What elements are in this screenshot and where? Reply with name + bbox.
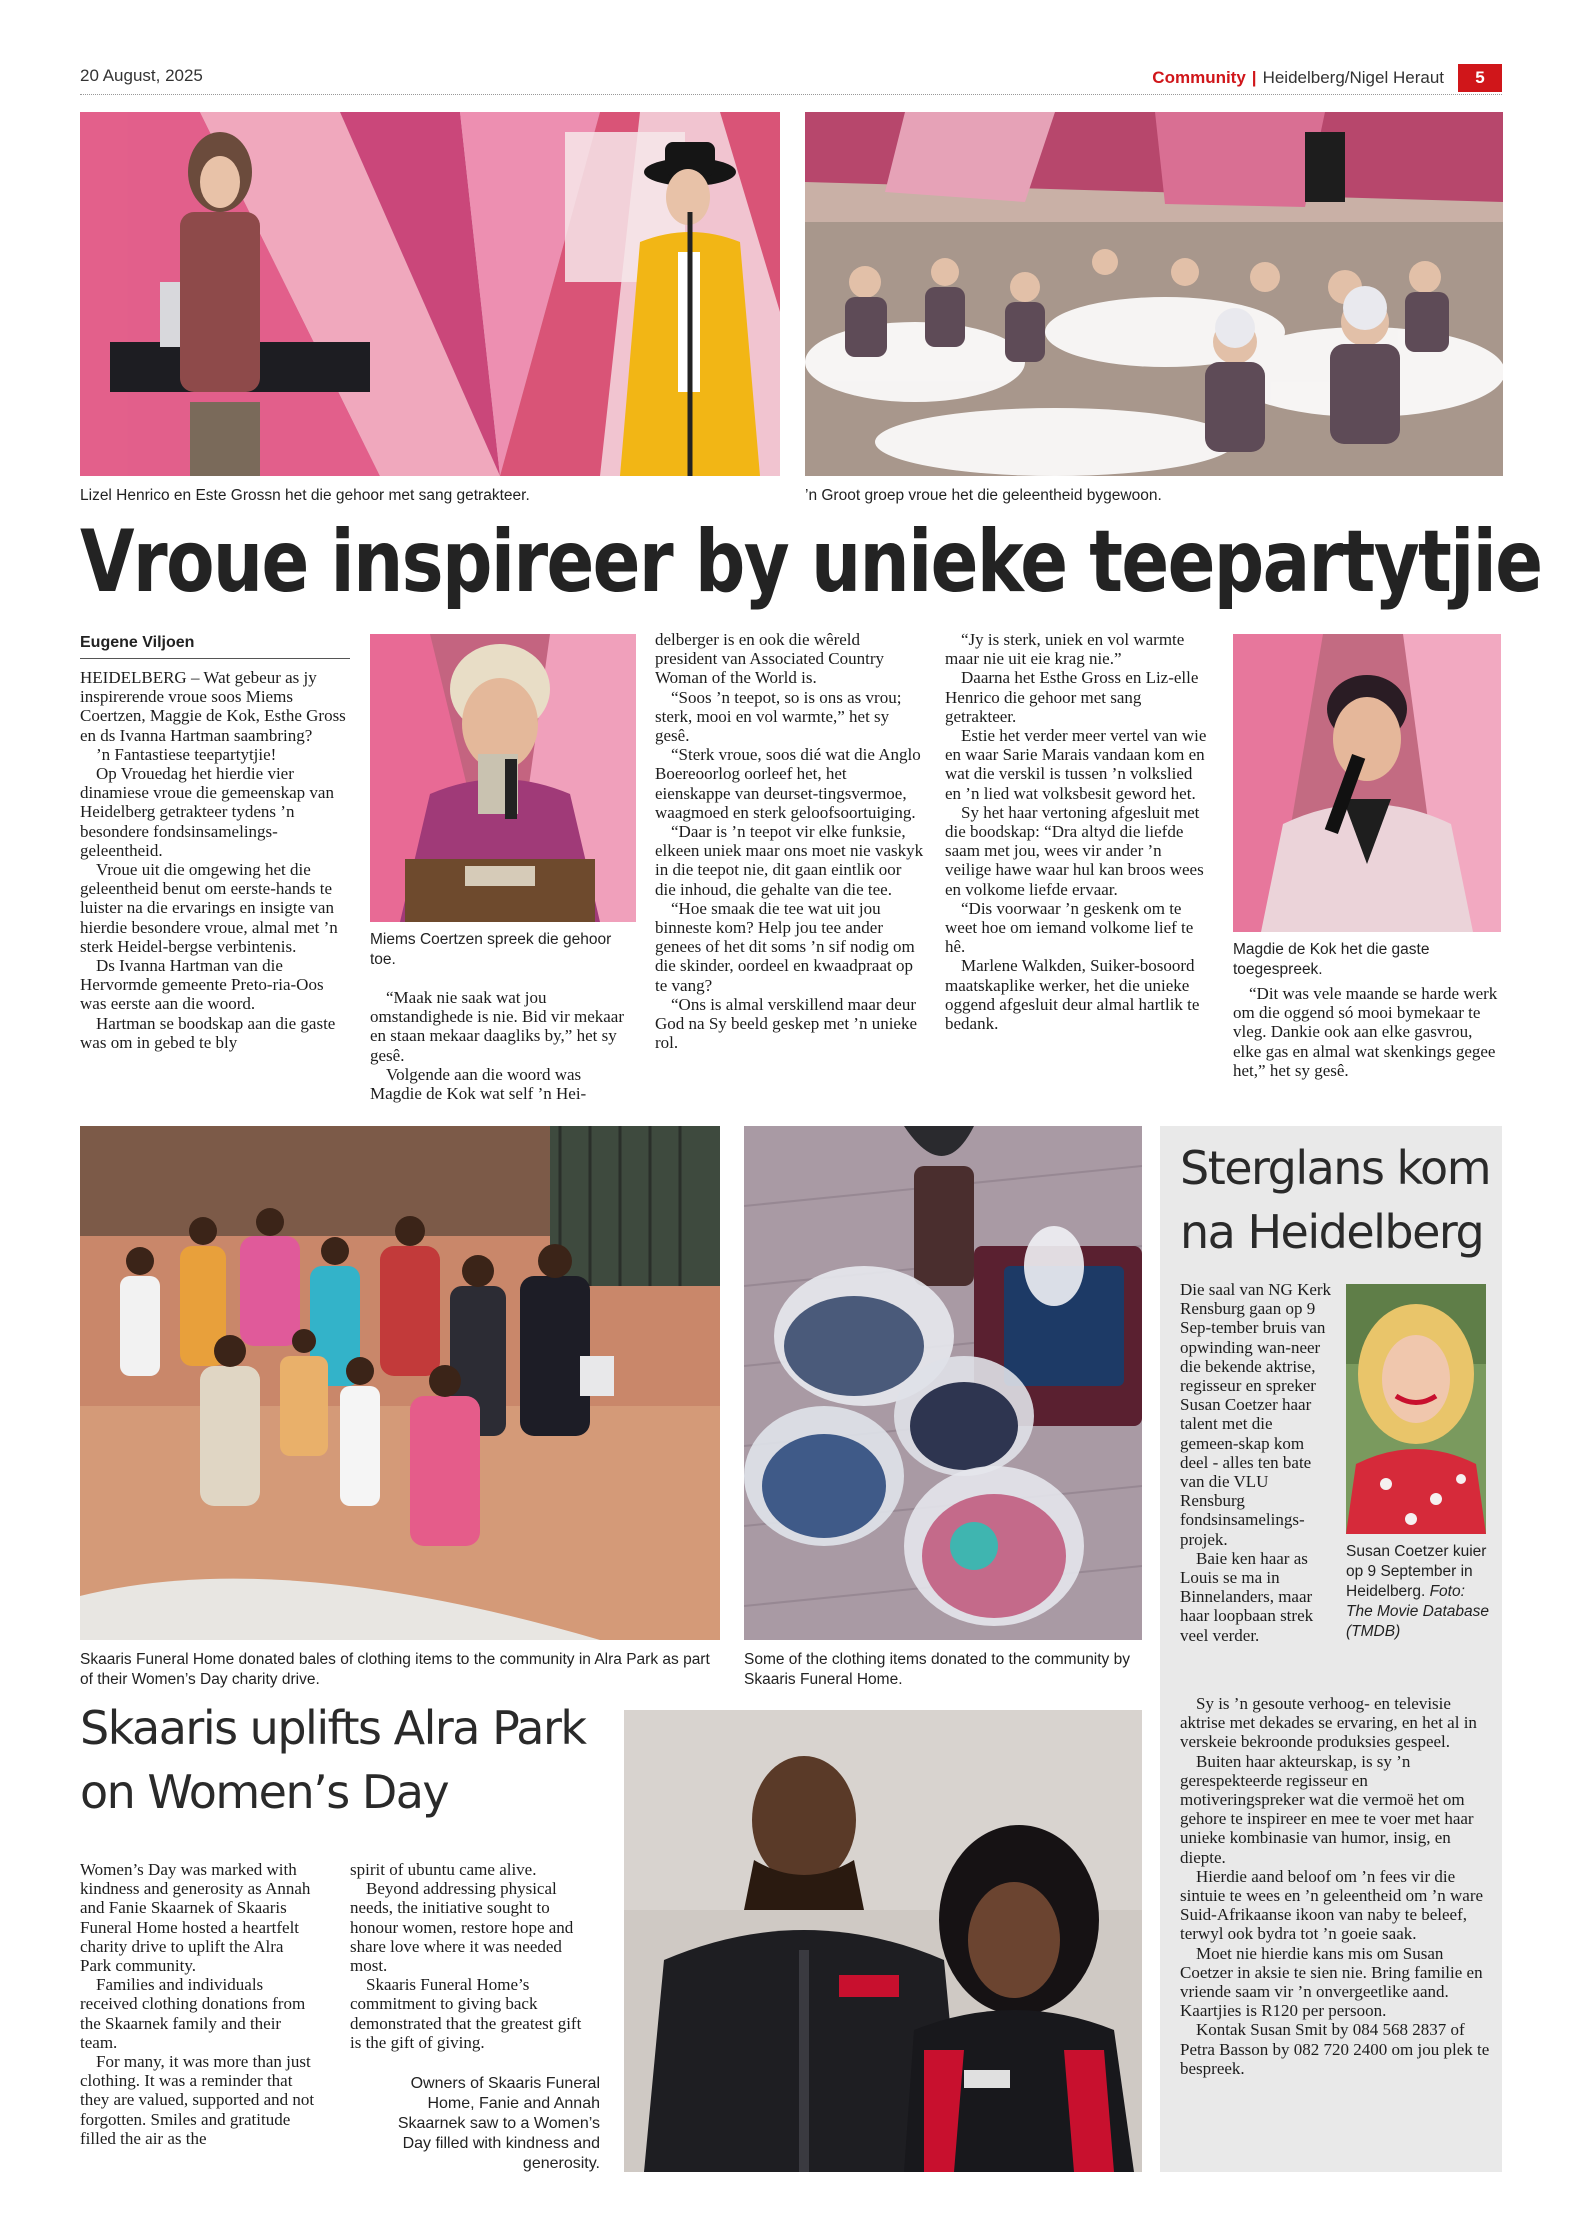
photo-alra-park-crowd — [80, 1126, 720, 1640]
caption-miems-coertzen: Miems Coertzen spreek die gehoor toe. — [370, 931, 612, 968]
paragraph: Moet nie hierdie kans mis om Susan Coetzer in aksie te sien nie. Bring familie en vriende saam vir ’n onvergeetlike aand. Kaartjies is R120 per persoon. — [1180, 1943, 1483, 2021]
caption-text: Susan Coetzer kuier op 9 September in Heidelberg. — [1346, 1543, 1487, 1600]
second-story-column-2 — [350, 1860, 592, 2052]
second-story-column-1 — [80, 1860, 316, 2148]
byline-rule — [80, 658, 350, 659]
photo-clothing-bags — [744, 1126, 1142, 1640]
photo-skaaris-owners — [624, 1710, 1142, 2172]
main-story-column-4 — [945, 630, 1207, 1033]
paragraph: Ds Ivanna Hartman van die Hervormde gemeente Preto-ria-Oos was eerste aan die woord. — [80, 956, 324, 1014]
paragraph: HEIDELBERG – Wat gebeur as jy inspirerende vroue soos Miems Coertzen, Maggie de Kok, Esthe Gross en ds Ivanna Hartman saambring? — [80, 668, 346, 745]
photo-susan-coetzer — [1346, 1284, 1486, 1534]
paragraph: Beyond addressing physical needs, the initiative sought to honour women, restore hope and share love where it was needed most. — [350, 1879, 574, 1976]
sidebar-column-wide — [1180, 1694, 1490, 2078]
byline: Eugene Viljoen — [80, 634, 195, 651]
paragraph: delberger is en ook die wêreld president van Associated Country Woman of the World is. — [655, 630, 884, 688]
paragraph: Vroue uit die omgewing het die geleentheid benut om eerste-hands te luister na die ervarings en insigte van hierdie besondere vroue, almal met ’n sterk Heidel-bergse verbintenis. — [80, 860, 338, 956]
main-story-column-2 — [370, 988, 636, 1103]
caption-singers: Lizel Henrico en Este Grossn het die gehoor met sang getrakteer. — [80, 487, 530, 504]
paragraph: “Dis voorwaar ’n geskenk om te weet hoe om iemand volkome lief te hê. — [945, 898, 1194, 957]
paragraph: “Soos ’n teepot, so is ons as vrou; sterk, mooi en vol warmte,” het sy gesê. — [655, 687, 902, 746]
paragraph: “Jy is sterk, uniek en vol warmte maar nie uit eie krag nie.” — [945, 630, 1185, 669]
paragraph: “Sterk vroue, soos dié wat die Anglo Boereoorlog oorleef het, het eienskappe van deurset-tingsvermoe, waagmoed en sterk geloofsoortuiging. — [655, 745, 921, 822]
section-name: Community — [1152, 68, 1246, 87]
paragraph: Daarna het Esthe Gross en Liz-elle Henrico die gehoor met sang getrakteer. — [945, 668, 1199, 726]
main-headline: Vroue inspireer by unieke teepartytjie — [80, 512, 1542, 612]
photo-credit: Foto: The Movie Database (TMDB) — [1346, 1583, 1490, 1640]
photo-magdie-de-kok — [1233, 634, 1501, 932]
caption-susan-coetzer — [1346, 1542, 1494, 1642]
publication-name: Heidelberg/Nigel Heraut — [1262, 68, 1444, 87]
main-story-column-5 — [1233, 984, 1501, 1080]
paragraph: Women’s Day was marked with kindness and generosity as Annah and Fanie Skaarnek of Skaaris Funeral Home hosted a heartfelt charity drive to uplift the Alra Park community. — [80, 1860, 311, 1976]
paragraph: Die saal van NG Kerk Rensburg gaan op 9 Sep-tember bruis van opwinding wan-neer die bekende aktrise, regisseur en spreker Susan Coetzer haar talent met die gemeen-skap kom deel - alles ten bate van die VLU Rensburg fondsinsamelings-projek. — [1180, 1280, 1332, 1549]
photo-tea-crowd — [805, 112, 1503, 476]
caption-tea-crowd: ’n Groot groep vroue het die geleentheid bygewoon. — [805, 487, 1162, 504]
page-number-badge: 5 — [1458, 64, 1502, 92]
paragraph: Volgende aan die woord was Magdie de Kok wat self ’n Hei- — [370, 1064, 587, 1104]
paragraph: For many, it was more than just clothing. It was a reminder that they are valued, supported and not forgotten. Smiles and gratitude filled the air as the — [80, 2052, 315, 2148]
paragraph: Buiten haar akteurskap, is sy ’n gerespekteerde regisseur en motiveringspreker wat die vermoë het om gehore te inspireer en mee te voer met haar unieke kombinasie van humor, insig, en diepte. — [1180, 1751, 1474, 1867]
paragraph: spirit of ubuntu came alive. — [350, 1860, 537, 1879]
caption-alra-park-crowd: Skaaris Funeral Home donated bales of clothing items to the community in Alra Park as part of their Women’s Day charity drive. — [80, 1651, 710, 1688]
main-story-column-3 — [655, 630, 925, 1052]
paragraph: “Daar is ’n teepot vir elke funksie, elkeen uniek maar ons moet nie vaskyk in die teepot nie, dit gaan eintlik oor die inhoud, die gehalte van die tee. — [655, 822, 924, 899]
paragraph: “Dit was vele maande se harde werk om die oggend só mooi bymekaar te vleg. Dankie ook aan elke gasvrou, elke gas en almal wat skenkings gegee het,” het sy gesê. — [1233, 984, 1498, 1080]
paragraph: Marlene Walkden, Suiker-bosoord maatskaplike werker, het die unieke oggend afgesluit deur almal hartlik te bedank. — [945, 956, 1200, 1034]
page-header — [1152, 64, 1502, 92]
paragraph: Sy het haar vertoning afgesluit met die boodskap: “Dra altyd die liefde saam met jou, wees vir ander ’n veilige hawe waar hul kan broos wees en volkome liefde ervaar. — [945, 802, 1204, 899]
paragraph: Hartman se boodskap aan die gaste was om in gebed te bly — [80, 1013, 336, 1052]
caption-clothing-bags: Some of the clothing items donated to the community by Skaaris Funeral Home. — [744, 1651, 1130, 1688]
paragraph: Op Vrouedag het hierdie vier dinamiese vroue die gemeenskap van Heidelberg getrakteer tydens ’n besondere fondsinsamelings-geleentheid. — [80, 764, 334, 860]
header-separator: | — [1251, 68, 1257, 87]
caption-skaaris-owners: Owners of Skaaris Funeral Home, Fanie and Annah Skaarnek saw to a Women’s Day filled with kindness and generosity. — [397, 2075, 600, 2172]
main-story-column-1 — [80, 668, 352, 1052]
paragraph: Baie ken haar as Louis se ma in Binnelanders, maar haar loopbaan strek veel verder. — [1180, 1548, 1314, 1645]
paragraph: “Hoe smaak die tee wat uit jou binneste kom? Help jou tee ander genees of het dit soms ’n sif nodig om die skinder, oordeel en kwaadpraat op te vang? — [655, 898, 915, 995]
paragraph: Hierdie aand beloof om ’n fees vir die sintuie te wees en ’n geleentheid om ’n ware Suid-Afrikaanse ikoon van naby te beleef, terwyl ook bydra tot ’n goeie saak. — [1180, 1866, 1484, 1944]
issue-date: 20 August, 2025 — [80, 66, 203, 85]
paragraph: Kontak Susan Smit by 084 568 2837 of Petra Basson by 082 720 2400 om jou plek te bespreek. — [1180, 2020, 1490, 2078]
paragraph: Families and individuals received clothing donations from the Skaarnek family and their team. — [80, 1975, 306, 2052]
paragraph: Estie het verder meer vertel van wie en waar Sarie Marais vandaan kom en wat die verskil is tussen ’n volkslied en ’n lied wat volksbesit geword het. — [945, 726, 1207, 803]
photo-miems-coertzen — [370, 634, 636, 922]
sidebar-column-narrow — [1180, 1280, 1332, 1645]
paragraph: “Ons is almal verskillend maar deur God na Sy beeld geskep met ’n unieke rol. — [655, 994, 918, 1053]
photo-singers — [80, 112, 780, 476]
paragraph: ’n Fantastiese teepartytjie! — [96, 744, 277, 764]
paragraph: Skaaris Funeral Home’s commitment to giving back demonstrated that the greatest gift is the gift of giving. — [350, 1975, 582, 2052]
sidebar-headline: Sterglans kom na Heidelberg — [1180, 1141, 1491, 1259]
second-story-headline: Skaaris uplifts Alra Park on Women’s Day — [80, 1701, 586, 1819]
caption-magdie-de-kok: Magdie de Kok het die gaste toegespreek. — [1233, 941, 1430, 978]
paragraph: Sy is ’n gesoute verhoog- en televisie aktrise met dekades se ervaring, en het al in verskeie bekroonde produksies gespeel. — [1180, 1694, 1477, 1752]
header-rule — [80, 94, 1502, 95]
paragraph: “Maak nie saak wat jou omstandighede is nie. Bid vir mekaar en staan mekaar daagliks by,” het sy gesê. — [370, 988, 624, 1065]
